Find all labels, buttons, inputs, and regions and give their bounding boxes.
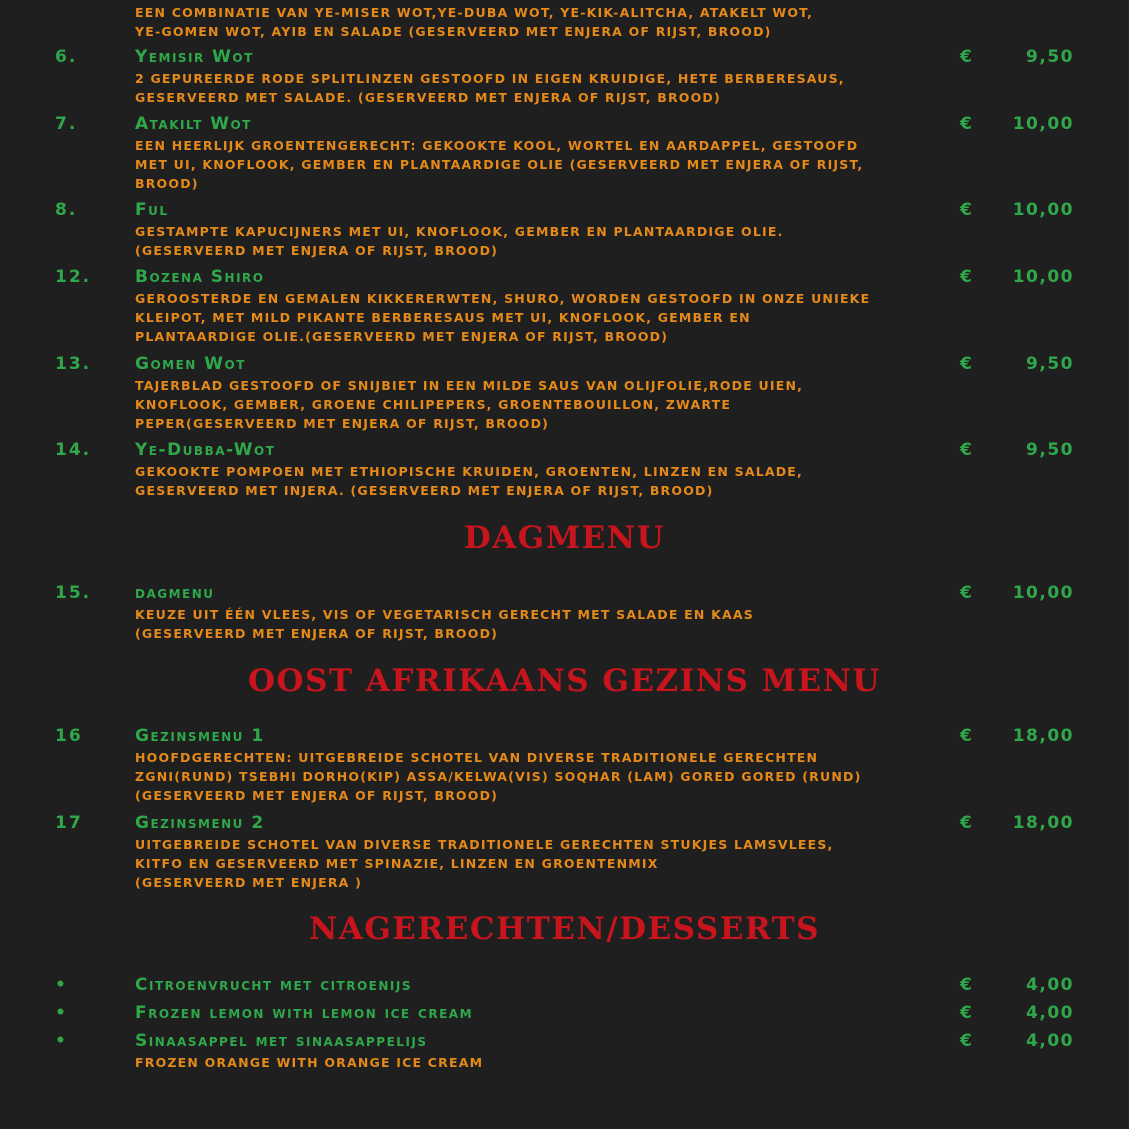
item-title: Yemisir Wot bbox=[135, 47, 254, 67]
item-number: 6. bbox=[55, 47, 78, 67]
item-price: 18,00 bbox=[1012, 726, 1074, 746]
desc-line: PLANTAARDIGE OLIE.(GESERVEERD MET ENJERA OF RIJST, BROOD) bbox=[135, 329, 669, 344]
item-price: 10,00 bbox=[1012, 267, 1074, 287]
euro-sign: € bbox=[960, 200, 972, 220]
section-heading-desserts: NAGERECHTEN/DESSERTS bbox=[308, 911, 821, 947]
desc-line: MET UI, KNOFLOOK, GEMBER EN PLANTAARDIGE OLIE (GESERVEERD MET ENJERA OF RIJST, bbox=[135, 157, 864, 172]
item-number: 12. bbox=[55, 267, 92, 287]
item-description bbox=[135, 376, 955, 433]
item-description bbox=[135, 289, 955, 346]
desc-line: KITFO EN GESERVEERD MET SPINAZIE, LINZEN EN GROENTENMIX bbox=[135, 856, 659, 871]
bullet: • bbox=[55, 1031, 66, 1051]
item-price: 9,50 bbox=[1026, 440, 1074, 460]
item-5-description bbox=[135, 3, 955, 41]
euro-sign: € bbox=[960, 813, 972, 833]
euro-sign: € bbox=[960, 975, 972, 995]
desc-line: TAJERBLAD GESTOOFD OF SNIJBIET IN EEN MILDE SAUS VAN OLIJFOLIE,RODE UIEN, bbox=[135, 378, 804, 393]
item-price: 18,00 bbox=[1012, 813, 1074, 833]
item-title: Ye-Dubba-Wot bbox=[135, 440, 276, 460]
section-heading-gezins-menu: OOST AFRIKAANS GEZINS MENU bbox=[248, 663, 881, 699]
euro-sign: € bbox=[960, 267, 972, 287]
bullet: • bbox=[55, 1003, 66, 1023]
desc-line: (GESERVEERD MET ENJERA OF RIJST, BROOD) bbox=[135, 626, 499, 641]
item-title: Ful bbox=[135, 200, 169, 220]
item-title: Atakilt Wot bbox=[135, 114, 252, 134]
desc-line: YE-GOMEN WOT, AYIB EN SALADE (GESERVEERD MET ENJERA OF RIJST, BROOD) bbox=[135, 24, 772, 39]
desc-line: EEN HEERLIJK GROENTENGERECHT: GEKOOKTE KOOL, WORTEL EN AARDAPPEL, GESTOOFD bbox=[135, 138, 859, 153]
euro-sign: € bbox=[960, 114, 972, 134]
bullet: • bbox=[55, 975, 66, 995]
item-title: Frozen lemon with lemon ice cream bbox=[135, 1003, 474, 1023]
desc-line: (GESERVEERD MET ENJERA OF RIJST, BROOD) bbox=[135, 788, 499, 803]
desc-line: FROZEN ORANGE WITH ORANGE ICE CREAM bbox=[135, 1055, 484, 1070]
euro-sign: € bbox=[960, 1031, 972, 1051]
euro-sign: € bbox=[960, 47, 972, 67]
item-description bbox=[135, 748, 955, 805]
item-number: 14. bbox=[55, 440, 92, 460]
euro-sign: € bbox=[960, 726, 972, 746]
desc-line: (GESERVEERD MET ENJERA ) bbox=[135, 875, 362, 890]
item-title: Sinaasappel met sinaasappelijs bbox=[135, 1031, 428, 1051]
item-price: 10,00 bbox=[1012, 200, 1074, 220]
desc-line: ZGNI(RUND) TSEBHI DORHO(KIP) ASSA/KELWA(VIS) SOQHAR (LAM) GORED GORED (RUND) bbox=[135, 769, 862, 784]
item-description bbox=[135, 222, 955, 260]
desc-line: GEKOOKTE POMPOEN MET ETHIOPISCHE KRUIDEN, GROENTEN, LINZEN EN SALADE, bbox=[135, 464, 803, 479]
item-description bbox=[135, 1053, 955, 1072]
desc-line: KNOFLOOK, GEMBER, GROENE CHILIPEPERS, GROENTEBOUILLON, ZWARTE bbox=[135, 397, 732, 412]
item-price: 10,00 bbox=[1012, 583, 1074, 603]
euro-sign: € bbox=[960, 583, 972, 603]
item-number: 13. bbox=[55, 354, 92, 374]
desc-line: KEUZE UIT ÉÉN VLEES, VIS OF VEGETARISCH GERECHT MET SALADE EN KAAS bbox=[135, 607, 754, 622]
desc-line: PEPER(GESERVEERD MET ENJERA OF RIJST, BROOD) bbox=[135, 416, 550, 431]
desc-line: GESERVEERD MET SALADE. (GESERVEERD MET ENJERA OF RIJST, BROOD) bbox=[135, 90, 721, 105]
item-title: Gezinsmenu 1 bbox=[135, 726, 265, 746]
item-description bbox=[135, 69, 955, 107]
euro-sign: € bbox=[960, 440, 972, 460]
desc-line: GEROOSTERDE EN GEMALEN KIKKERERWTEN, SHURO, WORDEN GESTOOFD IN ONZE UNIEKE bbox=[135, 291, 871, 306]
desc-line: 2 GEPUREERDE RODE SPLITLINZEN GESTOOFD IN EIGEN KRUIDIGE, HETE BERBERESAUS, bbox=[135, 71, 845, 86]
item-title: Gomen Wot bbox=[135, 354, 246, 374]
item-number: 7. bbox=[55, 114, 78, 134]
desc-line: GESERVEERD MET INJERA. (GESERVEERD MET ENJERA OF RIJST, BROOD) bbox=[135, 483, 714, 498]
desc-line: HOOFDGERECHTEN: UITGEBREIDE SCHOTEL VAN DIVERSE TRADITIONELE GERECHTEN bbox=[135, 750, 819, 765]
item-price: 4,00 bbox=[1026, 975, 1074, 995]
item-title: Bozena Shiro bbox=[135, 267, 265, 287]
item-price: 9,50 bbox=[1026, 354, 1074, 374]
item-description bbox=[135, 605, 955, 643]
desc-line: BROOD) bbox=[135, 176, 199, 191]
euro-sign: € bbox=[960, 354, 972, 374]
desc-line: GESTAMPTE KAPUCIJNERS MET UI, KNOFLOOK, GEMBER EN PLANTAARDIGE OLIE. bbox=[135, 224, 784, 239]
item-title: Gezinsmenu 2 bbox=[135, 813, 265, 833]
item-description bbox=[135, 136, 955, 193]
item-number: 17 bbox=[55, 813, 83, 833]
item-description bbox=[135, 835, 955, 892]
item-number: 16 bbox=[55, 726, 83, 746]
item-description bbox=[135, 462, 955, 500]
item-price: 10,00 bbox=[1012, 114, 1074, 134]
item-number: 8. bbox=[55, 200, 78, 220]
item-price: 4,00 bbox=[1026, 1003, 1074, 1023]
euro-sign: € bbox=[960, 1003, 972, 1023]
section-heading-dagmenu: DAGMENU bbox=[463, 520, 666, 556]
desc-line: UITGEBREIDE SCHOTEL VAN DIVERSE TRADITIONELE GERECHTEN STUKJES LAMSVLEES, bbox=[135, 837, 834, 852]
item-title: Citroenvrucht met citroenijs bbox=[135, 975, 412, 995]
desc-line: KLEIPOT, MET MILD PIKANTE BERBERESAUS MET UI, KNOFLOOK, GEMBER EN bbox=[135, 310, 751, 325]
item-price: 4,00 bbox=[1026, 1031, 1074, 1051]
item-title: dagmenu bbox=[135, 583, 215, 603]
item-number: 15. bbox=[55, 583, 92, 603]
item-price: 9,50 bbox=[1026, 47, 1074, 67]
desc-line: EEN COMBINATIE VAN YE-MISER WOT,YE-DUBA WOT, YE-KIK-ALITCHA, ATAKELT WOT, bbox=[135, 5, 814, 20]
desc-line: (GESERVEERD MET ENJERA OF RIJST, BROOD) bbox=[135, 243, 499, 258]
